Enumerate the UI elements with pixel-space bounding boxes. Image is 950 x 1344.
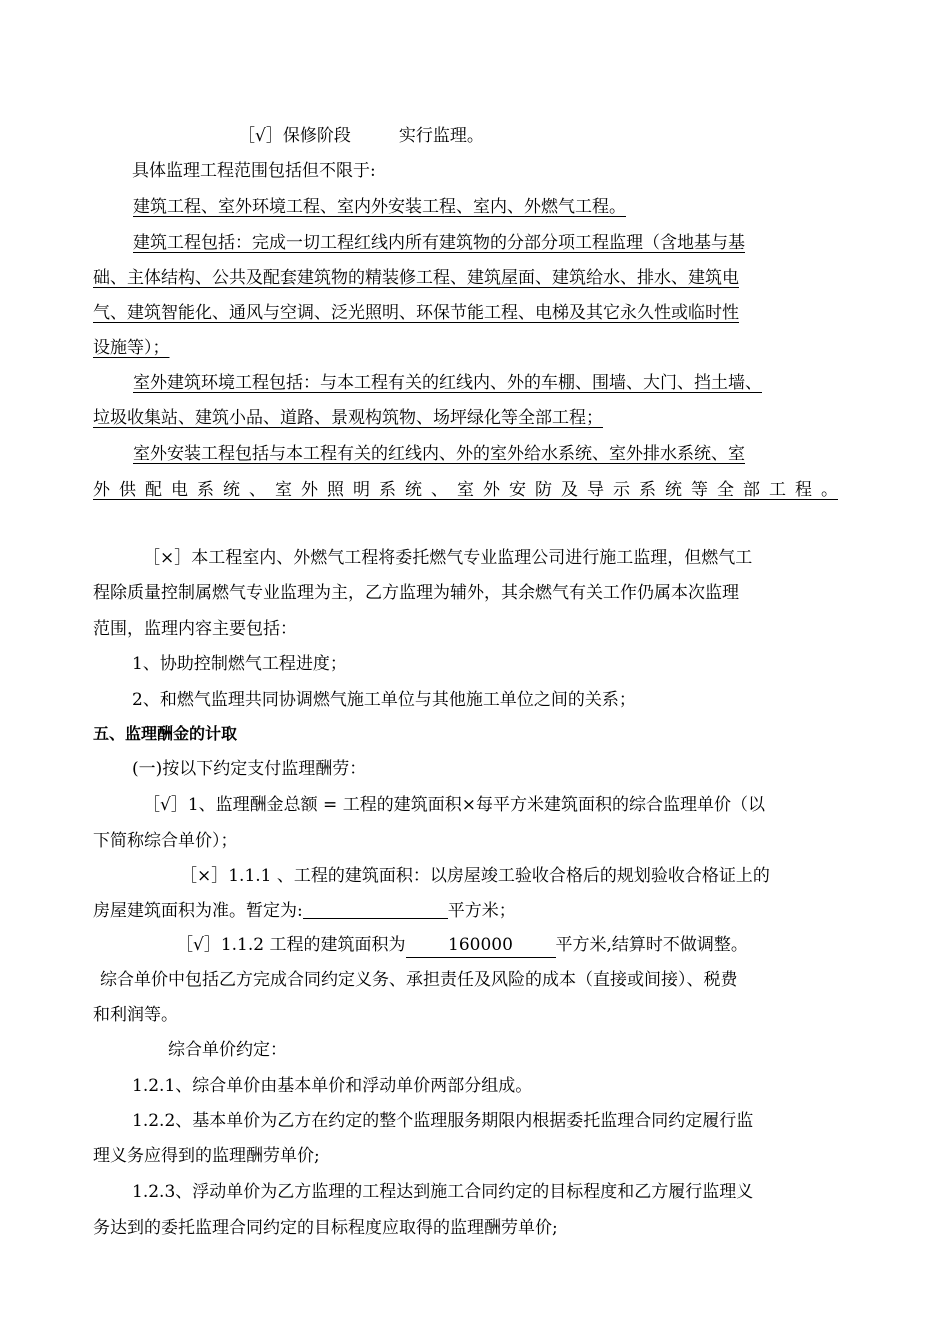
outdoor-install-scope-line-1: 室外安装工程包括与本工程有关的红线内、外的室外给水系统、室外排水系统、室 xyxy=(133,444,745,464)
building-scope-line-1: 建筑工程包括：完成一切工程红线内所有建筑物的分部分项工程监理（含地基与基 xyxy=(133,233,745,253)
gas-item-2: 2、和燃气监理共同协调燃气施工单位与其他施工单位之间的关系； xyxy=(132,690,636,710)
building-area-label: ［√］1.1.2 工程的建筑面积为 xyxy=(176,935,406,955)
gas-scope-line-1: ［×］本工程室内、外燃气工程将委托燃气专业监理公司进行施工监理，但燃气工 xyxy=(143,548,753,568)
outdoor-install-scope-line-2 xyxy=(93,478,838,502)
unit-price-agreement-heading: 综合单价约定： xyxy=(168,1040,287,1060)
outdoor-install-scope-line-2-text: 外供配电系统、室外照明系统、室外安防及导示系统等全部工程。 xyxy=(93,480,838,500)
fee-formula-line-1: ［√］1、监理酬金总额 = 工程的建筑面积×每平方米建筑面积的综合监理单价（以 xyxy=(143,795,765,815)
building-area-unit: 平方米,结算时不做调整。 xyxy=(555,935,748,955)
building-scope-line-3: 气、建筑智能化、通风与空调、泛光照明、环保节能工程、电梯及其它永久性或临时性 xyxy=(93,303,739,323)
implement-supervision-text: 实行监理。 xyxy=(398,126,484,146)
checkbox-checked: ［√］ xyxy=(238,126,283,146)
outdoor-env-scope-line-1: 室外建筑环境工程包括：与本工程有关的红线内、外的车棚、围墙、大门、挡土墙、 xyxy=(133,373,762,393)
fee-formula-line-2: 下简称综合单价）； xyxy=(93,831,238,851)
building-scope-line-2: 础、主体结构、公共及配套建筑物的精装修工程、建筑屋面、建筑给水、排水、建筑电 xyxy=(93,268,739,288)
unit-price-includes-line-1: 综合单价中包括乙方完成合同约定义务、承担责任及风险的成本（直接或间接）、税费 xyxy=(100,970,738,990)
payment-agreement-intro: (一)按以下约定支付监理酬劳： xyxy=(132,759,367,779)
clause-1-2-2-line-1: 1.2.2、基本单价为乙方在约定的整个监理服务期限内根据委托监理合同约定履行监 xyxy=(132,1111,754,1131)
gas-scope-line-3: 范围，监理内容主要包括： xyxy=(93,619,297,639)
building-area-value: 160000 xyxy=(406,933,556,958)
tentative-area-unit: 平方米； xyxy=(447,901,516,921)
clause-1-1-1-line-1: ［×］1.1.1 、工程的建筑面积：以房屋竣工验收合格后的规划验收合格证上的 xyxy=(180,866,770,886)
clause-1-2-1: 1.2.1、综合单价由基本单价和浮动单价两部分组成。 xyxy=(132,1076,533,1096)
clause-1-2-3-line-1: 1.2.3、浮动单价为乙方监理的工程达到施工合同约定的目标程度和乙方履行监理义 xyxy=(132,1182,754,1202)
clause-1-1-1-line-2 xyxy=(93,899,516,923)
building-scope-line-4: 设施等）； xyxy=(93,338,170,358)
tentative-area-blank xyxy=(303,900,448,919)
section-5-heading: 五、监理酬金的计取 xyxy=(93,724,238,743)
clause-1-2-2-line-2: 理义务应得到的监理酬劳单价; xyxy=(93,1146,320,1166)
outdoor-env-scope-line-2: 垃圾收集站、建筑小品、道路、景观构筑物、场坪绿化等全部工程； xyxy=(93,408,603,428)
warranty-stage-label: 保修阶段 xyxy=(282,126,351,146)
clause-1-2-3-line-2: 务达到的委托监理合同约定的目标程度应取得的监理酬劳单价; xyxy=(93,1218,558,1238)
scope-summary: 建筑工程、室外环境工程、室内外安装工程、室内、外燃气工程。 xyxy=(133,197,626,217)
unit-price-includes-line-2: 和利润等。 xyxy=(93,1005,178,1025)
gas-item-1: 1、协助控制燃气工程进度； xyxy=(132,654,347,674)
warranty-stage-line xyxy=(238,124,484,148)
clause-1-1-2-line xyxy=(176,933,748,958)
scope-intro: 具体监理工程范围包括但不限于: xyxy=(132,161,376,181)
gas-scope-line-2: 程除质量控制属燃气专业监理为主，乙方监理为辅外，其余燃气有关工作仍属本次监理 xyxy=(93,583,739,603)
tentative-area-label: 房屋建筑面积为准。暂定为: xyxy=(93,901,303,921)
